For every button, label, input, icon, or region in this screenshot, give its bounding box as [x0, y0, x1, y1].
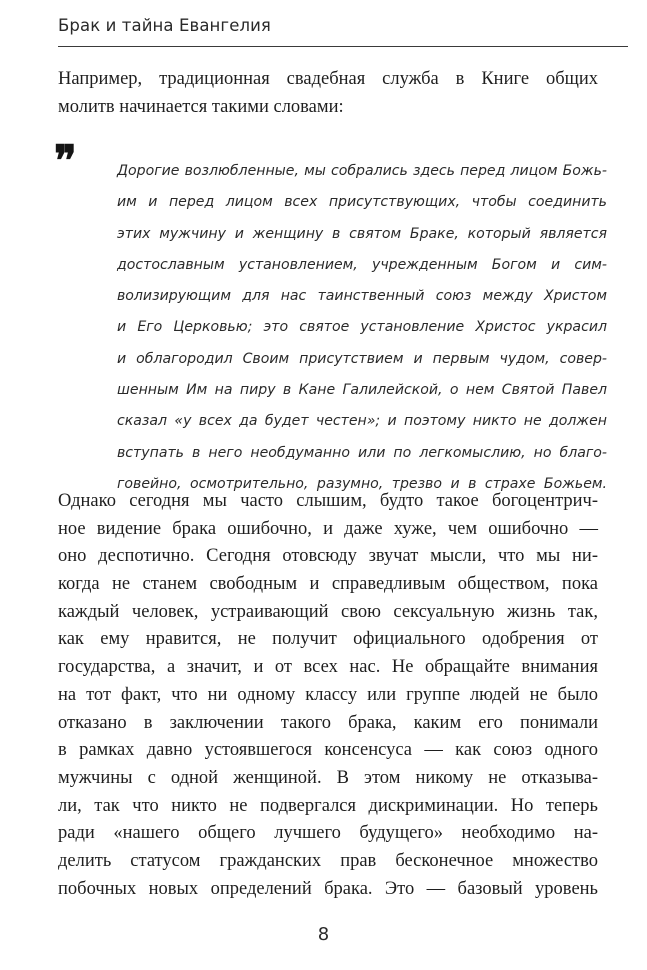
body-paragraph	[58, 488, 598, 903]
quote-text	[117, 156, 607, 500]
text-line: делить статусом гражданских прав бесконечное множество	[58, 850, 598, 871]
text-line: молитв начинается такими словами:	[58, 96, 344, 117]
quote-line: им и перед лицом всех присутствующих, чтобы соединить	[117, 194, 607, 211]
text-line: отказано в заключении такого брака, каким его понимали	[58, 712, 598, 733]
text-line: когда не станем свободным и справедливым обществом, пока	[58, 574, 598, 595]
running-head-title: Брак и тайна Евангелия	[58, 16, 271, 35]
quote-line: сказал «у всех да будет честен»; и поэтому никто не должен	[117, 413, 607, 430]
quote-line: вступать в него необдуманно или по легкомыслию, но благо-	[117, 444, 607, 461]
text-line: как ему нравится, не получит официального одобрения от	[58, 629, 598, 650]
text-line: ное видение брака ошибочно, и даже хуже, чем ошибочно —	[58, 518, 598, 539]
intro-paragraph	[58, 66, 598, 121]
quote-line: Дорогие возлюбленные, мы собрались здесь перед лицом Божь-	[117, 163, 607, 179]
page-number: 8	[317, 924, 330, 945]
quote-line: говейно, осмотрительно, разумно, трезво и в страхе Божьем.	[117, 475, 607, 492]
quote-line: и Его Церковью; это святое установление Христос украсил	[117, 319, 607, 336]
text-line: ли, так что никто не подвергался дискриминации. Но теперь	[58, 795, 598, 816]
block-quote	[54, 136, 614, 492]
text-line: Однако сегодня мы часто слышим, будто такое богоцентрич-	[58, 491, 598, 511]
header-rule	[58, 46, 628, 47]
quote-line: этих мужчину и женщину в святом Браке, который является	[117, 225, 607, 242]
quote-line: и облагородил Своим присутствием и первым чудом, совер-	[117, 350, 607, 367]
text-line: мужчины с одной женщиной. В этом никому не отказыва-	[58, 767, 598, 788]
quote-mark-icon: ❞	[54, 136, 77, 185]
text-line: оно деспотично. Сегодня отовсюду звучат мысли, что мы ни-	[58, 546, 598, 567]
quote-line: волизирующим для нас таинственный союз между Христом	[117, 288, 607, 305]
text-line: Например, традиционная свадебная служба в Книге общих	[58, 69, 598, 89]
text-line: в рамках давно устоявшегося консенсуса — как союз одного	[58, 740, 598, 761]
text-line: на тот факт, что ни одному классу или группе людей не было	[58, 684, 598, 705]
quote-line: шенным Им на пиру в Кане Галилейской, о нем Святой Павел	[117, 382, 607, 399]
text-line: ради «нашего общего лучшего будущего» необходимо на-	[58, 823, 598, 844]
text-line: каждый человек, устраивающий свою сексуальную жизнь так,	[58, 601, 598, 622]
text-line: побочных новых определений брака. Это — базовый уровень	[58, 878, 598, 899]
text-line: государства, а значит, и от всех нас. Не обращайте внимания	[58, 657, 598, 678]
quote-line: достославным установлением, учрежденным Богом и сим-	[117, 256, 607, 273]
page-header	[0, 0, 647, 52]
